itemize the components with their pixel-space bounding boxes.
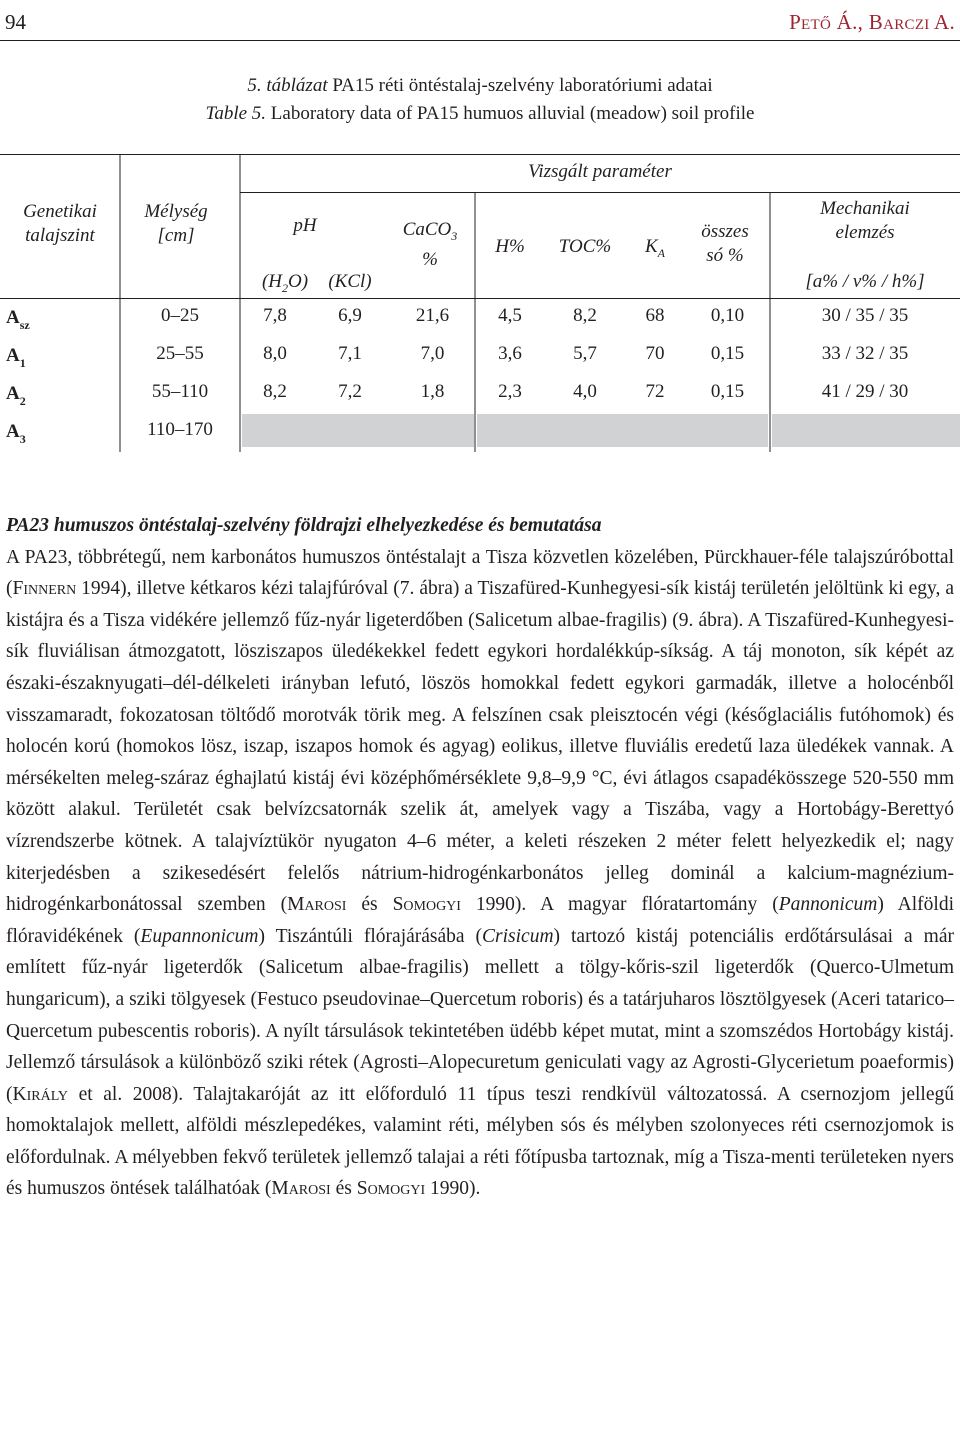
horizon-subscript: 1 [19, 356, 26, 370]
citation-author: Finnern [12, 578, 77, 600]
header-horizon-line2: talajszint [25, 225, 95, 246]
text-segment: ) Tiszántúli flórajárásába ( [258, 925, 483, 947]
horizon-letter: A [6, 345, 20, 366]
caption-en-text: Laboratory data of PA15 humuos alluvial (meadow) soil profile [270, 103, 755, 124]
row-horizon [6, 345, 26, 371]
citation-author: Somogyi [392, 894, 461, 916]
header-caco3-line1: CaCO$_3$ [402, 219, 458, 243]
cell-toc: 8,2 [573, 305, 597, 326]
body-section [6, 510, 954, 1205]
text-segment: ) Alföldi flóravidékének ( [6, 894, 954, 947]
cell-h: 2,3 [498, 381, 522, 402]
caption-hu-text: PA15 réti öntéstalaj-szelvény laboratóriumi adatai [332, 75, 713, 96]
cell-h: 3,6 [498, 343, 522, 364]
horizon-letter: A [6, 383, 20, 404]
text-segment: et al. 2008). Talajtakaróját az itt előforduló 11 típus teszi rendkívül változatossá. A csernozjom jellegű homoktalajok mellett, alföldi mészlepedékes, valamint réti, mélyben sós és mélyben szolonyeces réti csernozjomok is előfordulnak. A mélyebben fekvő területek jellemző talajai a réti főtípusba tartoznak, míg a Tisza-menti területeken nyers és humuszos öntések találhatóak ( [6, 1083, 954, 1200]
italic-term: Pannonicum [778, 894, 878, 916]
header-caco3-line2: % [422, 248, 438, 270]
horizon-letter: A [6, 307, 20, 328]
cell-mech: 30 / 35 / 35 [821, 305, 909, 326]
header-mech-line1: Mechanikai [820, 198, 910, 219]
citation-author: Marosi [271, 1178, 331, 1200]
header-parameter-group: Vizsgált paraméter [528, 161, 672, 182]
cell-ph-kcl: 7,2 [338, 381, 362, 402]
page-number: 94 [5, 10, 26, 34]
horizon-subscript: 3 [19, 432, 26, 446]
header-mech-line2: elemzés [835, 222, 895, 243]
cell-salt: 0,10 [710, 305, 745, 326]
text-segment: A PA23, többrétegű, nem karbonátos humuszos öntéstalajt a Tisza közvetlen közelében, Pürckhauer-féle talajszúróbottal ( [6, 546, 954, 600]
citation-author: Király [12, 1083, 68, 1105]
text-segment: ) tartozó kistáj potenciális erdőtársulásai a már említett fűz-nyár ligeterdők (Salicetum albae-fragilis) mellett a tölgy-kőris-szil ligeterdők (Querco-Ulmetum hungaricum), a sziki tölgyesek (Festuco pseudovinae–Quercetum roboris) és a tatárjuharos lösztölgyesek (Aceri tatarico–Quercetum pubescentis roboris). A nyílt társulások tekintetében üdébb képet mutat, mint a szomszédos Hortobágy kistáj. Jellemző társulások a különböző sziki rétek (Agrosti–Alopecuretum geniculati vagy az Agrosti-Glycerietum poaeformis) ( [6, 925, 954, 1105]
text-segment: 1994), illetve kétkaros kézi talajfúróval (7. ábra) a Tiszafüred-Kunhegyesi-sík kistáj területén jelöltünk ki egy, a kistájra és a Tisza vidékére jellemző fűz-nyár ligeterdőben (Salicetum albae-fragilis) (9. ábra). A Tiszafüred-Kunhegyesi-sík fluviálisan átmozgatott, lösziszapos üledékekkel fedett egykori hordalékkúp-síkság. A táj monoton, sík képét az északi-északnyugati–dél-délkeleti irányban lefutó, löszös homokkal fedett egykori garmadák, illetve a holocénből visszamaradt, fokozatosan töltődő morotvák törik meg. A felszínen csak pleisztocén végi (későglaciális futóhomok) és holocén korú (homokos lösz, iszap, iszapos homok és agyag) eolikus, illetve fluviális eredetű laza üledékek vannak. A mérsékelten meleg-száraz éghajlatú kistáj évi középhőmérséklete 9,8–9,9 °C, évi átlagos csapadékösszege 520-550 mm között alakul. Területét csak belvízcsatornák szelik át, amelyek vagy a Tiszába, vagy a Hortobágy-Berettyó vízrendszerbe kötnek. A talajvíztükör nyugaton 4–6 méter, a keleti részeken 2 méter felett helyezkedik el; nagy kiterjedésben a szikesedésért felelős nátrium-hidrogénkarbonátos jelleg dominál a kalcium-magnézium-hidrogénkarbonátossal szemben ( [6, 578, 954, 916]
italic-term: Eupannonicum [140, 925, 259, 947]
section-heading: PA23 humuszos öntéstalaj-szelvény földrajzi elhelyezkedése és bemutatása [6, 515, 602, 536]
body-paragraph [6, 542, 954, 1205]
cell-depth: 25–55 [156, 343, 204, 364]
cell-mech: 33 / 32 / 35 [821, 343, 909, 364]
empty-cell-shaded [242, 414, 474, 447]
row-horizon [6, 307, 30, 333]
table-row [0, 343, 960, 381]
cell-depth: 110–170 [147, 419, 213, 440]
running-authors: Pető Á., Barczi A. [789, 10, 955, 34]
cell-mech: 41 / 29 / 30 [821, 381, 909, 402]
cell-ka: 72 [645, 381, 665, 402]
table-row [0, 419, 960, 457]
caption-en-label: Table 5. [205, 103, 267, 124]
cell-salt: 0,15 [710, 343, 745, 364]
cell-ka: 68 [645, 305, 665, 326]
header-ph: pH [293, 215, 317, 236]
horizon-subscript: sz [19, 318, 30, 332]
text-segment: 1990). A magyar flóratartomány ( [460, 894, 779, 916]
cell-depth: 55–110 [151, 381, 209, 402]
italic-term: Crisicum [482, 925, 554, 947]
cell-ph-h2o: 7,8 [263, 305, 287, 326]
cell-caco3: 7,0 [420, 343, 445, 364]
cell-depth: 0–25 [161, 305, 199, 326]
cell-ka: 70 [645, 343, 665, 364]
header-ph-h2o: $(H_2O)$ [261, 271, 309, 295]
text-segment: 1990). [425, 1178, 481, 1200]
header-depth-line1: Mélység [144, 201, 208, 222]
text-segment: és [346, 894, 393, 916]
row-horizon [6, 421, 26, 447]
table-row [0, 305, 960, 343]
cell-ph-kcl: 6,9 [338, 305, 362, 326]
header-ph-kcl: (KCl) [328, 271, 372, 292]
header-horizon-line1: Genetikai [23, 201, 97, 222]
cell-ph-h2o: 8,0 [263, 343, 287, 364]
cell-h: 4,5 [498, 305, 522, 326]
cell-ph-kcl: 7,1 [338, 343, 362, 364]
header-depth-line2: [cm] [157, 225, 195, 246]
header-salt-line1: összes [701, 221, 749, 242]
horizon-subscript: 2 [19, 394, 26, 408]
cell-toc: 5,7 [573, 343, 597, 364]
text-segment: és [330, 1178, 357, 1200]
cell-salt: 0,15 [710, 381, 745, 402]
row-horizon [6, 383, 26, 409]
empty-cell-shaded [477, 414, 768, 447]
citation-author: Marosi [287, 894, 347, 916]
header-ka: $K_A$ [644, 236, 666, 260]
header-mech-units: [a% / v% / h%] [805, 271, 925, 292]
header-toc: TOC% [558, 236, 612, 257]
citation-author: Somogyi [356, 1178, 426, 1200]
cell-toc: 4,0 [573, 381, 597, 402]
header-salt-line2: só % [706, 245, 744, 266]
empty-cell-shaded [772, 414, 960, 447]
header-h: H% [495, 236, 525, 257]
cell-caco3: 21,6 [415, 305, 450, 326]
cell-ph-h2o: 8,2 [263, 381, 287, 402]
horizon-letter: A [6, 421, 20, 442]
cell-caco3: 1,8 [420, 381, 445, 402]
caption-hu-label: 5. táblázat [247, 75, 328, 96]
